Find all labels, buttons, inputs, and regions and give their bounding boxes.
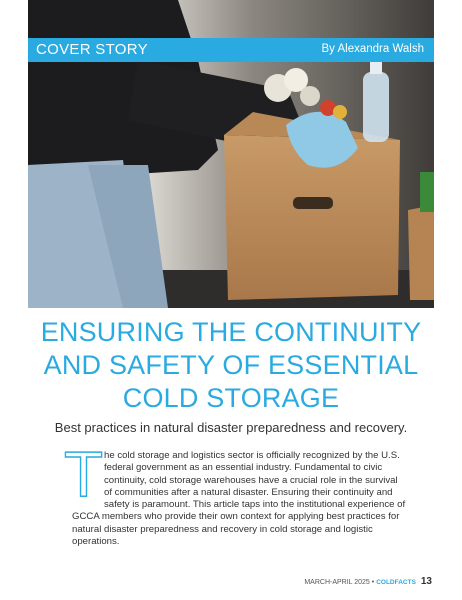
drop-cap-letter: T: [64, 438, 104, 510]
headline-line-1: ENSURING THE CONTINUITY: [40, 317, 422, 347]
page-number: 13: [420, 576, 432, 587]
drop-cap: [64, 438, 104, 510]
article-headline: [28, 316, 434, 415]
article-body: [64, 438, 406, 548]
headline-line-3: COLD STORAGE: [122, 383, 340, 413]
headline-line-2: AND SAFETY OF ESSENTIAL: [43, 350, 419, 380]
page-footer: [304, 576, 432, 587]
byline: By Alexandra Walsh: [321, 43, 424, 55]
publication-brand: COLDFACTS: [376, 579, 416, 586]
issue-date: MARCH-APRIL 2025: [304, 579, 370, 586]
section-label: COVER STORY: [36, 41, 148, 58]
article-subheadline: Best practices in natural disaster preparedness and recovery.: [54, 420, 408, 435]
body-paragraph: he cold storage and logistics sector is officially recognized by the U.S. federal government as an essential industry. Fundamental to civic continuity, cold storage warehouses have a crucial role in the survival of communities after a natural disaster. Ensuring their continuity and safety is paramount. This article taps into the institutional experience of GCCA members who provide their own context for applying best practices for natural disaster preparedness and recovery in cold storage and logistic operations.: [72, 450, 406, 548]
section-banner: [28, 38, 434, 62]
footer-separator: •: [371, 579, 375, 586]
